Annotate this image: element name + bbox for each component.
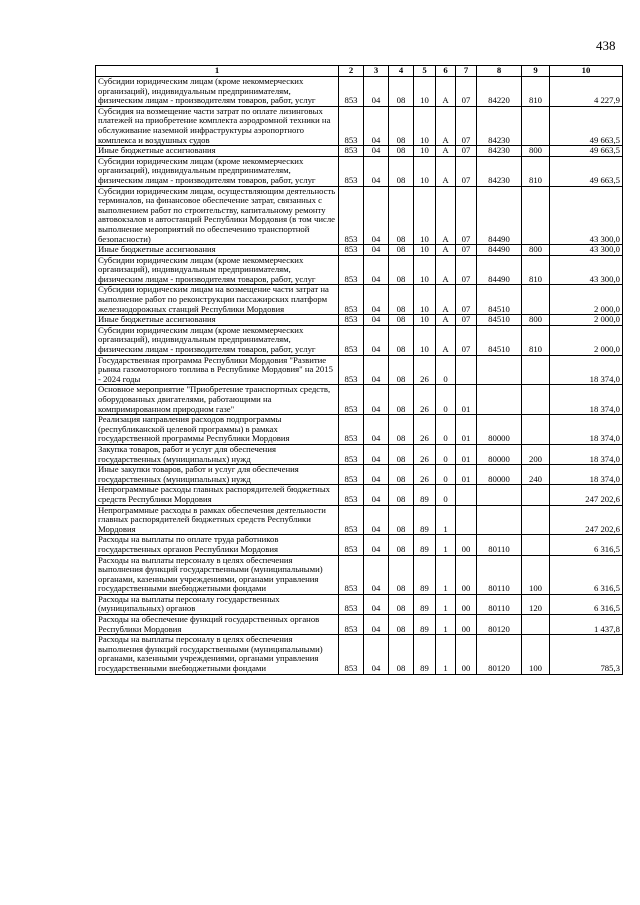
header-row [96,66,623,77]
cell-col4: 08 [389,385,414,415]
cell-col10: 247 202,6 [550,505,623,535]
cell-col7: 00 [456,535,477,555]
cell-col4: 08 [389,555,414,594]
cell-col9 [522,355,550,385]
cell-col9: 810 [522,156,550,186]
cell-col10: 6 316,5 [550,535,623,555]
cell-col6: 1 [436,555,456,594]
cell-col8: 80120 [477,615,522,635]
cell-col7: 00 [456,635,477,674]
cell-col8: 84230 [477,106,522,145]
cell-col6: 0 [436,465,456,485]
cell-col5: 26 [414,385,436,415]
cell-col5: 26 [414,465,436,485]
cell-col4: 08 [389,505,414,535]
cell-col6: 1 [436,635,456,674]
cell-col5: 26 [414,415,436,445]
cell-col8: 84230 [477,146,522,157]
cell-col10: 49 663,5 [550,156,623,186]
cell-col6: А [436,285,456,315]
cell-col6: А [436,315,456,326]
cell-col6: А [436,156,456,186]
table-row [96,146,623,157]
cell-col3: 04 [364,385,389,415]
cell-col6: А [436,255,456,285]
cell-col6: А [436,77,456,107]
cell-col4: 08 [389,535,414,555]
table-row [96,485,623,505]
cell-col3: 04 [364,535,389,555]
cell-col5: 89 [414,635,436,674]
cell-col6: А [436,325,456,355]
cell-col10: 49 663,5 [550,106,623,145]
column-header: 5 [414,66,436,77]
cell-col10: 785,3 [550,635,623,674]
cell-col3: 04 [364,415,389,445]
cell-col9 [522,505,550,535]
cell-col10: 18 374,0 [550,415,623,445]
cell-col5: 10 [414,255,436,285]
cell-col2: 853 [339,315,364,326]
cell-col7: 01 [456,385,477,415]
cell-col8: 80120 [477,635,522,674]
cell-col8: 80000 [477,465,522,485]
cell-col3: 04 [364,485,389,505]
row-name: Основное мероприятие "Приобретение транспортных средств, оборудованных двигателями, работающими на компримированном природном газе" [96,385,339,415]
cell-col9: 100 [522,635,550,674]
cell-col7: 01 [456,465,477,485]
cell-col2: 853 [339,325,364,355]
cell-col6: 0 [436,444,456,464]
cell-col5: 89 [414,505,436,535]
cell-col2: 853 [339,77,364,107]
cell-col4: 08 [389,245,414,256]
column-header: 6 [436,66,456,77]
cell-col10: 18 374,0 [550,385,623,415]
cell-col2: 853 [339,156,364,186]
cell-col9: 800 [522,245,550,256]
cell-col6: 0 [436,385,456,415]
cell-col8 [477,505,522,535]
cell-col2: 853 [339,245,364,256]
cell-col8 [477,355,522,385]
cell-col5: 89 [414,485,436,505]
cell-col7: 00 [456,594,477,614]
cell-col10: 6 316,5 [550,555,623,594]
cell-col5: 26 [414,355,436,385]
table-row [96,615,623,635]
cell-col3: 04 [364,555,389,594]
cell-col6: А [436,146,456,157]
cell-col6: 0 [436,415,456,445]
cell-col6: 0 [436,485,456,505]
cell-col6: 0 [436,355,456,385]
cell-col9: 810 [522,77,550,107]
cell-col4: 08 [389,186,414,245]
cell-col9 [522,615,550,635]
table-row [96,555,623,594]
cell-col5: 10 [414,146,436,157]
cell-col6: 1 [436,505,456,535]
cell-col10: 18 374,0 [550,465,623,485]
column-header: 1 [96,66,339,77]
column-header: 2 [339,66,364,77]
cell-col3: 04 [364,505,389,535]
cell-col7: 07 [456,156,477,186]
cell-col7: 00 [456,615,477,635]
cell-col10: 6 316,5 [550,594,623,614]
cell-col4: 08 [389,615,414,635]
cell-col5: 10 [414,186,436,245]
row-name: Иные бюджетные ассигнования [96,245,339,256]
cell-col3: 04 [364,106,389,145]
row-name: Государственная программа Республики Мордовия "Развитие рынка газомоторного топлива в Республике Мордовия" на 2015 - 2024 годы [96,355,339,385]
cell-col8: 84490 [477,245,522,256]
cell-col3: 04 [364,77,389,107]
cell-col8 [477,385,522,415]
row-name: Субсидии юридическим лицам на возмещение части затрат на выполнение работ по реконструкции пассажирских платформ железнодорожных станций Республики Мордовия [96,285,339,315]
cell-col2: 853 [339,555,364,594]
cell-col2: 853 [339,186,364,245]
cell-col9 [522,415,550,445]
cell-col5: 10 [414,156,436,186]
cell-col9: 200 [522,444,550,464]
cell-col3: 04 [364,186,389,245]
table-row [96,635,623,674]
cell-col9: 800 [522,315,550,326]
cell-col2: 853 [339,146,364,157]
row-name: Субсидии юридическим лицам, осуществляющим деятельность терминалов, на финансовое обеспечение затрат, связанных с выполнением работ по строительству, капитальному ремонту автовокзалов и автостанций Республики Мордовия (в том числе выполнение мероприятий по обеспечению транспортной безопасности) [96,186,339,245]
cell-col10: 43 300,0 [550,245,623,256]
cell-col6: А [436,245,456,256]
cell-col7: 07 [456,285,477,315]
cell-col7: 07 [456,325,477,355]
cell-col2: 853 [339,465,364,485]
cell-col10: 43 300,0 [550,186,623,245]
table-row [96,285,623,315]
cell-col7: 07 [456,106,477,145]
cell-col3: 04 [364,325,389,355]
cell-col2: 853 [339,285,364,315]
column-header: 7 [456,66,477,77]
cell-col8: 80000 [477,444,522,464]
table-row [96,325,623,355]
table-row [96,315,623,326]
cell-col10: 2 000,0 [550,315,623,326]
table-row [96,156,623,186]
table-row [96,106,623,145]
cell-col5: 10 [414,77,436,107]
cell-col10: 18 374,0 [550,355,623,385]
cell-col8: 84230 [477,156,522,186]
cell-col8 [477,485,522,505]
cell-col8: 80110 [477,594,522,614]
cell-col9: 810 [522,255,550,285]
row-name: Субсидии юридическим лицам (кроме некоммерческих организаций), индивидуальным предпринимателям, физическим лицам - производителям товаров, работ, услуг [96,156,339,186]
cell-col4: 08 [389,355,414,385]
table-row [96,444,623,464]
cell-col8: 84510 [477,315,522,326]
table-body [96,66,623,675]
row-name: Субсидии юридическим лицам (кроме некоммерческих организаций), индивидуальным предпринимателям, физическим лицам - производителям товаров, работ, услуг [96,255,339,285]
table-row [96,77,623,107]
table-row [96,505,623,535]
cell-col3: 04 [364,355,389,385]
cell-col5: 10 [414,106,436,145]
cell-col10: 49 663,5 [550,146,623,157]
cell-col7 [456,505,477,535]
cell-col4: 08 [389,146,414,157]
cell-col4: 08 [389,77,414,107]
cell-col4: 08 [389,635,414,674]
cell-col4: 08 [389,255,414,285]
cell-col7: 07 [456,146,477,157]
cell-col4: 08 [389,156,414,186]
row-name: Непрограммные расходы в рамках обеспечения деятельности главных распорядителей бюджетных средств Республики Мордовия [96,505,339,535]
row-name: Непрограммные расходы главных распорядителей бюджетных средств Республики Мордовия [96,485,339,505]
cell-col7: 07 [456,245,477,256]
row-name: Расходы на выплаты персоналу в целях обеспечения выполнения функций государственными (муниципальными) органами, казенными учреждениями, органами управления государственными внебюджетными фондами [96,635,339,674]
cell-col8: 80110 [477,555,522,594]
row-name: Иные бюджетные ассигнования [96,315,339,326]
cell-col4: 08 [389,485,414,505]
cell-col3: 04 [364,245,389,256]
cell-col7: 01 [456,415,477,445]
column-header: 3 [364,66,389,77]
cell-col3: 04 [364,315,389,326]
page-number: 438 [596,38,616,53]
cell-col3: 04 [364,156,389,186]
cell-col7: 01 [456,444,477,464]
cell-col8: 84510 [477,285,522,315]
cell-col8: 84510 [477,325,522,355]
cell-col10: 18 374,0 [550,444,623,464]
column-header: 9 [522,66,550,77]
cell-col5: 10 [414,285,436,315]
cell-col3: 04 [364,285,389,315]
cell-col2: 853 [339,485,364,505]
cell-col2: 853 [339,444,364,464]
column-header: 4 [389,66,414,77]
row-name: Субсидии юридическим лицам (кроме некоммерческих организаций), индивидуальным предпринимателям, физическим лицам - производителям товаров, работ, услуг [96,325,339,355]
cell-col2: 853 [339,594,364,614]
cell-col10: 1 437,8 [550,615,623,635]
column-header: 8 [477,66,522,77]
budget-table [95,65,623,675]
cell-col10: 247 202,6 [550,485,623,505]
cell-col8: 84220 [477,77,522,107]
cell-col7: 07 [456,186,477,245]
table-row [96,255,623,285]
cell-col10: 4 227,9 [550,77,623,107]
cell-col5: 89 [414,535,436,555]
cell-col9: 240 [522,465,550,485]
cell-col4: 08 [389,465,414,485]
cell-col5: 89 [414,555,436,594]
cell-col8: 84490 [477,255,522,285]
cell-col3: 04 [364,255,389,285]
table-row [96,594,623,614]
cell-col2: 853 [339,255,364,285]
table-row [96,415,623,445]
cell-col6: А [436,186,456,245]
cell-col5: 10 [414,325,436,355]
cell-col4: 08 [389,106,414,145]
cell-col10: 2 000,0 [550,285,623,315]
cell-col5: 89 [414,615,436,635]
cell-col7: 07 [456,315,477,326]
cell-col2: 853 [339,385,364,415]
cell-col3: 04 [364,615,389,635]
row-name: Расходы на выплаты персоналу в целях обеспечения выполнения функций государственными (муниципальными) органами, казенными учреждениями, органами управления государственными внебюджетными фондами [96,555,339,594]
cell-col6: 1 [436,535,456,555]
row-name: Закупка товаров, работ и услуг для обеспечения государственных (муниципальных) нужд [96,444,339,464]
cell-col5: 10 [414,245,436,256]
cell-col7: 00 [456,555,477,594]
column-header: 10 [550,66,623,77]
cell-col7: 07 [456,77,477,107]
cell-col5: 89 [414,594,436,614]
cell-col8: 80000 [477,415,522,445]
cell-col2: 853 [339,615,364,635]
cell-col2: 853 [339,505,364,535]
row-name: Иные бюджетные ассигнования [96,146,339,157]
cell-col3: 04 [364,465,389,485]
cell-col7: 07 [456,255,477,285]
cell-col9 [522,106,550,145]
cell-col3: 04 [364,444,389,464]
cell-col3: 04 [364,635,389,674]
cell-col8: 84490 [477,186,522,245]
cell-col3: 04 [364,146,389,157]
cell-col4: 08 [389,315,414,326]
cell-col3: 04 [364,594,389,614]
cell-col4: 08 [389,415,414,445]
cell-col9 [522,186,550,245]
row-name: Реализация направления расходов подпрограммы (республиканской целевой программы) в рамках государственной программы Республики Мордовия [96,415,339,445]
cell-col9 [522,535,550,555]
cell-col9 [522,485,550,505]
cell-col7 [456,355,477,385]
cell-col5: 26 [414,444,436,464]
row-name: Субсидия на возмещение части затрат по оплате лизинговых платежей на приобретение комплекта аэродромной техники на обслуживание наземной инфраструктуры аэропортного комплекса и воздушных судов [96,106,339,145]
cell-col9: 100 [522,555,550,594]
cell-col2: 853 [339,635,364,674]
cell-col10: 2 000,0 [550,325,623,355]
table-row [96,186,623,245]
cell-col2: 853 [339,106,364,145]
cell-col9: 120 [522,594,550,614]
cell-col4: 08 [389,285,414,315]
table-row [96,385,623,415]
table-row [96,245,623,256]
row-name: Иные закупки товаров, работ и услуг для обеспечения государственных (муниципальных) нужд [96,465,339,485]
cell-col9 [522,385,550,415]
cell-col6: А [436,106,456,145]
cell-col5: 10 [414,315,436,326]
row-name: Расходы на обеспечение функций государственных органов Республики Мордовия [96,615,339,635]
cell-col9 [522,285,550,315]
cell-col6: 1 [436,594,456,614]
cell-col8: 80110 [477,535,522,555]
table-row [96,465,623,485]
row-name: Субсидии юридическим лицам (кроме некоммерческих организаций), индивидуальным предпринимателям, физическим лицам - производителям товаров, работ, услуг [96,77,339,107]
cell-col9: 810 [522,325,550,355]
cell-col2: 853 [339,355,364,385]
cell-col10: 43 300,0 [550,255,623,285]
row-name: Расходы на выплаты персоналу государственных (муниципальных) органов [96,594,339,614]
table-row [96,535,623,555]
cell-col4: 08 [389,594,414,614]
cell-col4: 08 [389,325,414,355]
cell-col6: 1 [436,615,456,635]
cell-col7 [456,485,477,505]
table-row [96,355,623,385]
cell-col4: 08 [389,444,414,464]
row-name: Расходы на выплаты по оплате труда работников государственных органов Республики Мордовия [96,535,339,555]
cell-col2: 853 [339,535,364,555]
cell-col9: 800 [522,146,550,157]
cell-col2: 853 [339,415,364,445]
